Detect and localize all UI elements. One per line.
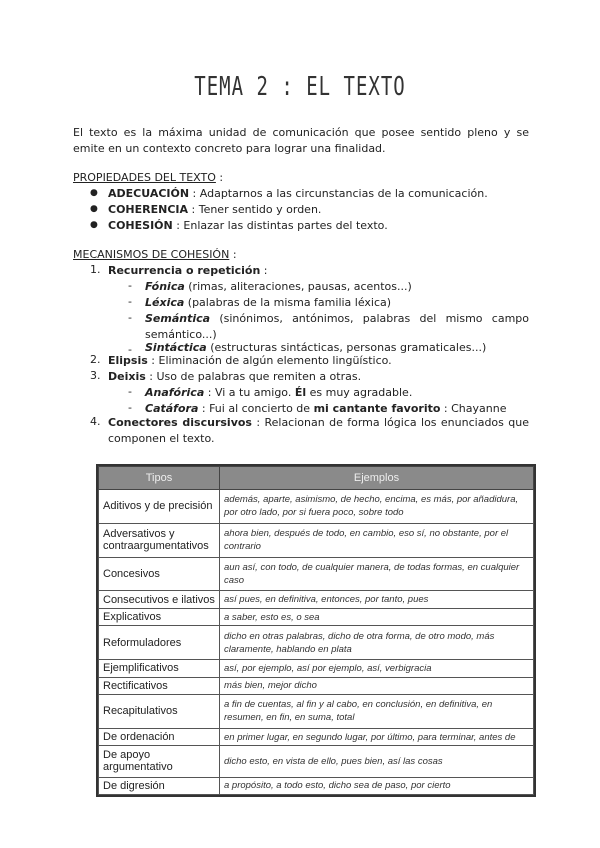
table-row — [99, 490, 534, 524]
connectors-table — [96, 464, 536, 797]
propiedades-heading-colon: : — [215, 171, 224, 184]
table-cell-tipo: De digresión — [99, 777, 220, 795]
table-row — [99, 695, 534, 729]
table-cell-ejemplos: en primer lugar, en segundo lugar, por último, para terminar, antes de — [220, 728, 534, 746]
table-cell-ejemplos: a fin de cuentas, al fin y al cabo, en conclusión, en definitiva, en resumen, en fin, en suma, total — [220, 695, 534, 729]
sub-desc: : Vi a tu amigo. — [204, 386, 295, 399]
list-number: 2. — [90, 353, 101, 366]
propiedad-item — [108, 202, 321, 218]
bullet-icon: ● — [90, 220, 98, 230]
table-cell-ejemplos: dicho en otras palabras, dicho de otra forma, de otro modo, más claramente, hablando en plata — [220, 626, 534, 660]
table-cell-tipo: Aditivos y de precisión — [99, 490, 220, 524]
sub-desc: : Fui al concierto de — [198, 402, 314, 415]
table-row — [99, 660, 534, 678]
mecanismos-heading-colon: : — [229, 248, 237, 261]
dash-marker: - — [128, 311, 132, 324]
bullet-icon: ● — [90, 204, 98, 214]
sub-term: Fónica — [145, 280, 185, 293]
mecanismo-term: Recurrencia o repetición — [108, 264, 261, 277]
table-row — [99, 728, 534, 746]
table-cell-tipo: Rectificativos — [99, 677, 220, 695]
sub-bold: mi cantante favorito — [313, 402, 441, 415]
sub-item — [145, 385, 412, 401]
sub-item — [145, 279, 412, 295]
mecanismos-heading-text: MECANISMOS DE COHESIÓN — [73, 248, 230, 261]
sub-desc: (rimas, aliteraciones, pausas, acentos...) — [184, 280, 412, 293]
table-cell-tipo: Adversativos y contraargumentativos — [99, 523, 220, 557]
table-header-row — [99, 467, 534, 490]
sub-term: Léxica — [145, 296, 185, 309]
mecanismo-term: Deixis — [108, 370, 146, 383]
mecanismo-item — [108, 263, 267, 279]
table-cell-tipo: Recapitulativos — [99, 695, 220, 729]
sub-term: Catáfora — [145, 402, 199, 415]
table-row — [99, 746, 534, 777]
mecanismo-item — [108, 415, 529, 447]
dash-marker: - — [128, 401, 132, 414]
table-cell-tipo: Concesivos — [99, 557, 220, 591]
bullet-icon: ● — [90, 188, 98, 198]
sub-term: Anafórica — [145, 386, 205, 399]
sub-desc: : Chayanne — [440, 402, 507, 415]
sub-desc: (estructuras sintácticas, personas gramaticales...) — [206, 341, 487, 354]
mecanismo-desc: : Eliminación de algún elemento lingüístico. — [147, 354, 392, 367]
propiedad-item — [108, 186, 488, 202]
mecanismo-desc: : Relacionan de forma lógica los enunciados que componen el texto. — [108, 416, 529, 445]
table-row — [99, 523, 534, 557]
mecanismo-term: Conectores discursivos — [108, 416, 252, 429]
page-title: TEMA 2 : EL TEXTO — [194, 72, 406, 102]
propiedades-heading-text: PROPIEDADES DEL TEXTO — [73, 171, 216, 184]
list-number: 3. — [90, 369, 101, 382]
sub-term: Sintáctica — [145, 341, 207, 354]
table-row — [99, 591, 534, 609]
propiedades-heading — [73, 170, 223, 186]
propiedad-term: COHESIÓN — [108, 219, 173, 232]
table-row — [99, 777, 534, 795]
sub-desc: (sinónimos, antónimos, palabras del mismo campo semántico...) — [145, 312, 529, 341]
table-header-tipos: Tipos — [99, 467, 220, 490]
sub-desc: (palabras de la misma familia léxica) — [184, 296, 392, 309]
table-cell-ejemplos: así, por ejemplo, así por ejemplo, así, verbigracia — [220, 660, 534, 678]
list-number: 4. — [90, 415, 101, 428]
propiedad-desc: : Adaptarnos a las circunstancias de la comunicación. — [189, 187, 488, 200]
sub-term: Semántica — [145, 312, 211, 325]
mecanismo-term: Elipsis — [108, 354, 148, 367]
table-cell-ejemplos: a propósito, a todo esto, dicho sea de paso, por cierto — [220, 777, 534, 795]
dash-marker: - — [128, 295, 132, 308]
mecanismo-desc: : Uso de palabras que remiten a otras. — [145, 370, 362, 383]
table-header-ejemplos: Ejemplos — [220, 467, 534, 490]
table-cell-ejemplos: más bien, mejor dicho — [220, 677, 534, 695]
propiedad-term: ADECUACIÓN — [108, 187, 190, 200]
table-cell-tipo: Ejemplificativos — [99, 660, 220, 678]
table-cell-ejemplos: aun así, con todo, de cualquier manera, de todas formas, en cualquier caso — [220, 557, 534, 591]
table-cell-ejemplos: ahora bien, después de todo, en cambio, eso sí, no obstante, por el contrario — [220, 523, 534, 557]
mecanismos-heading — [73, 247, 237, 263]
table-cell-ejemplos: así pues, en definitiva, entonces, por tanto, pues — [220, 591, 534, 609]
propiedad-desc: : Enlazar las distintas partes del texto. — [172, 219, 388, 232]
mecanismo-item — [108, 369, 361, 385]
mecanismo-item — [108, 353, 392, 369]
table-row — [99, 677, 534, 695]
table-cell-tipo: De apoyo argumentativo — [99, 746, 220, 777]
propiedad-desc: : Tener sentido y orden. — [188, 203, 322, 216]
propiedad-term: COHERENCIA — [108, 203, 189, 216]
mecanismo-desc: : — [260, 264, 268, 277]
table-cell-tipo: Explicativos — [99, 608, 220, 626]
dash-marker: - — [128, 385, 132, 398]
intro-paragraph: El texto es la máxima unidad de comunicación que posee sentido pleno y se emite en un contexto concreto para lograr una finalidad. — [73, 126, 529, 155]
table-row — [99, 608, 534, 626]
table-cell-tipo: Reformuladores — [99, 626, 220, 660]
table-cell-ejemplos: además, aparte, asimismo, de hecho, encima, es más, por añadidura, por otro lado, por si fuera poco, sobre todo — [220, 490, 534, 524]
list-number: 1. — [90, 263, 101, 276]
table-row — [99, 557, 534, 591]
table-cell-ejemplos: a saber, esto es, o sea — [220, 608, 534, 626]
sub-bold: Él — [294, 386, 307, 399]
table-row — [99, 626, 534, 660]
table-cell-tipo: Consecutivos e ilativos — [99, 591, 220, 609]
sub-item — [145, 295, 391, 311]
sub-item — [145, 311, 529, 343]
dash-marker: - — [128, 279, 132, 292]
dash-marker: - — [128, 343, 132, 356]
propiedad-item — [108, 218, 388, 234]
table-cell-tipo: De ordenación — [99, 728, 220, 746]
sub-desc: es muy agradable. — [306, 386, 413, 399]
table-cell-ejemplos: dicho esto, en vista de ello, pues bien, así las cosas — [220, 746, 534, 777]
